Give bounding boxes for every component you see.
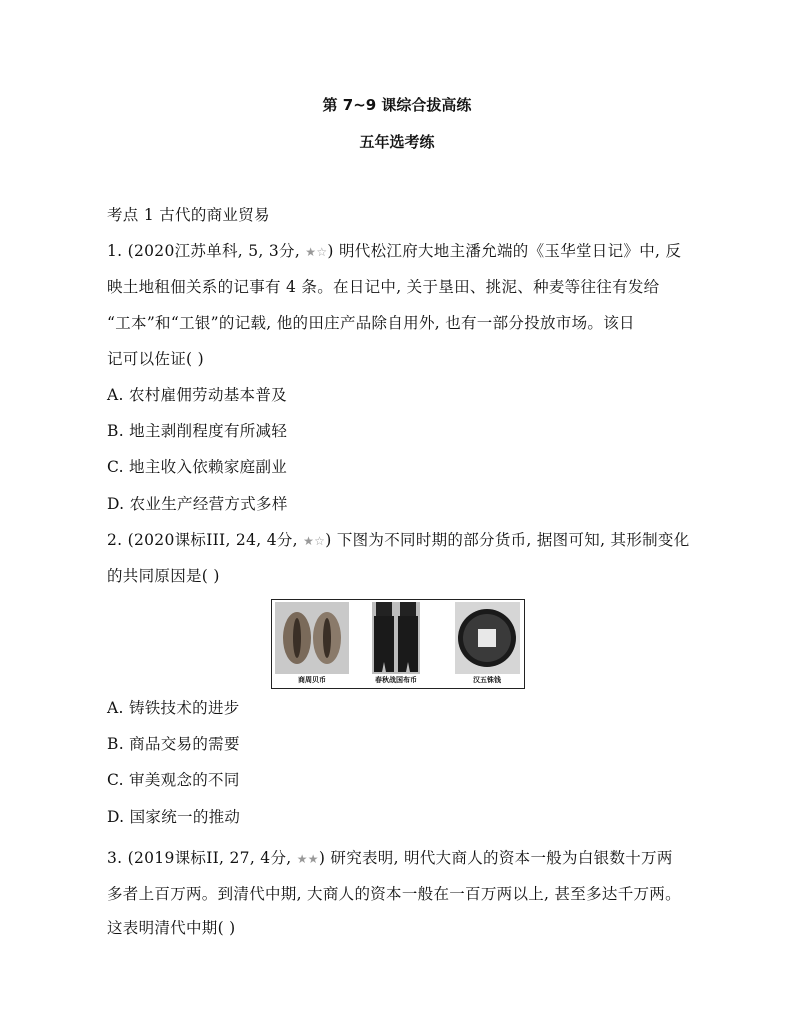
q1-line-3: “工本”和“工银”的记载, 他的田庄产品除自用外, 也有一部分投放市场。该日 <box>107 314 635 332</box>
q1-line-2: 映土地租佃关系的记事有 4 条。在日记中, 关于垦田、挑泥、种麦等往往有发给 <box>107 278 660 296</box>
page-subtitle: 五年选考练 <box>359 133 435 151</box>
q2-line-1 <box>107 530 690 551</box>
currency-figure <box>271 599 525 689</box>
q1-suffix: ) 明代松江府大地主潘允端的《玉华堂日记》中, 反 <box>327 242 682 260</box>
q1-line-4: 记可以佐证( ) <box>107 350 204 368</box>
page-title: 第 7~9 课综合拔高练 <box>322 96 472 114</box>
q1-option-c: C. 地主收入依赖家庭副业 <box>107 458 288 476</box>
section-heading: 考点 1 古代的商业贸易 <box>107 206 270 224</box>
q2-suffix: ) 下图为不同时期的部分货币, 据图可知, 其形制变化 <box>325 531 690 549</box>
q3-line-1 <box>107 848 673 869</box>
spade-coin-image <box>372 602 420 674</box>
q3-line-3: 这表明清代中期( ) <box>107 919 236 937</box>
caption-spade-coin: 春秋战国布币 <box>375 676 417 684</box>
q1-line-1 <box>107 241 681 262</box>
q2-option-d: D. 国家统一的推动 <box>107 808 241 826</box>
difficulty-stars-icon: ★☆ <box>303 534 326 548</box>
shell-coin-image <box>275 602 349 674</box>
q2-option-b: B. 商品交易的需要 <box>107 735 240 753</box>
q2-option-a: A. 铸铁技术的进步 <box>107 699 240 717</box>
wuzhu-coin-image <box>455 602 520 674</box>
q1-option-b: B. 地主剥削程度有所减轻 <box>107 422 288 440</box>
difficulty-stars-icon: ★☆ <box>305 245 328 259</box>
q1-prefix: 1. (2020江苏单科, 5, 3分, <box>107 242 306 260</box>
difficulty-stars-icon: ★★ <box>296 852 319 866</box>
caption-wuzhu-coin: 汉五铢钱 <box>473 676 501 684</box>
q2-option-c: C. 审美观念的不同 <box>107 771 240 789</box>
q3-suffix: ) 研究表明, 明代大商人的资本一般为白银数十万两 <box>318 849 673 867</box>
q1-option-a: A. 农村雇佣劳动基本普及 <box>107 386 287 404</box>
q3-prefix: 3. (2019课标II, 27, 4分, <box>107 849 297 867</box>
q3-line-2: 多者上百万两。到清代中期, 大商人的资本一般在一百万两以上, 甚至多达千万两。 <box>107 885 681 903</box>
caption-shell-coin: 商周贝币 <box>298 676 326 684</box>
q1-option-d: D. 农业生产经营方式多样 <box>107 495 288 513</box>
q2-prefix: 2. (2020课标III, 24, 4分, <box>107 531 304 549</box>
q2-line-2: 的共同原因是( ) <box>107 567 220 585</box>
